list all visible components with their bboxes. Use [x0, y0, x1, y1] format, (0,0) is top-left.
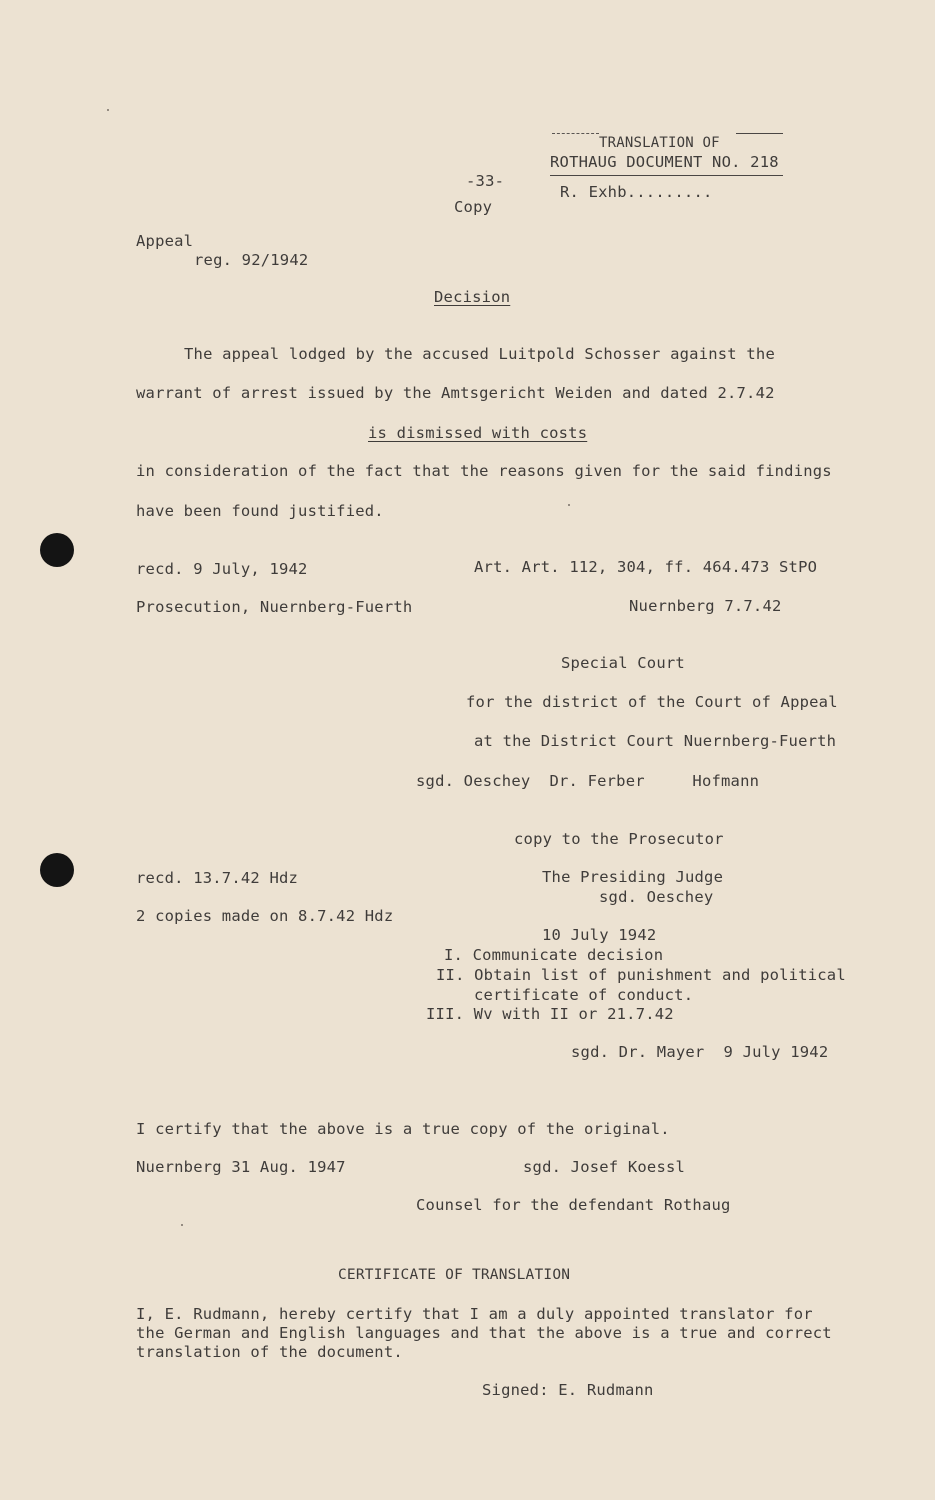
document-number: ROTHAUG DOCUMENT NO. 218: [550, 153, 779, 171]
order-item: I. Communicate decision: [444, 946, 664, 964]
header-top-rule: [552, 133, 599, 134]
place-date: Nuernberg 7.7.42: [629, 597, 782, 615]
decision-line: in consideration of the fact that the reasons given for the said findings: [136, 462, 832, 480]
translation-certificate-line: I, E. Rudmann, hereby certify that I am a duly appointed translator for: [136, 1305, 813, 1323]
copies-made: 2 copies made on 8.7.42 Hdz: [136, 907, 394, 925]
decision-line: The appeal lodged by the accused Luitpold Schosser against the: [184, 345, 775, 363]
punch-hole-bottom: [40, 853, 74, 887]
decision-line: warrant of arrest issued by the Amtsgericht Weiden and dated 2.7.42: [136, 384, 775, 402]
court-location: at the District Court Nuernberg-Fuerth: [474, 732, 837, 750]
decision-heading: Decision: [434, 288, 511, 306]
order-date: 10 July 1942: [542, 926, 657, 944]
certification-signature: sgd. Josef Koessl: [523, 1158, 686, 1176]
translation-certificate-heading: CERTIFICATE OF TRANSLATION: [338, 1267, 571, 1283]
translation-certificate-line: the German and English languages and that the above is a true and correct: [136, 1324, 832, 1342]
mayer-signature: sgd. Dr. Mayer 9 July 1942: [571, 1043, 829, 1061]
prosecution-office: Prosecution, Nuernberg-Fuerth: [136, 598, 413, 616]
translator-signature: Signed: E. Rudmann: [482, 1381, 654, 1399]
copy-label: Copy: [454, 198, 493, 216]
presiding-judge: The Presiding Judge: [542, 868, 724, 886]
exhibit-number: R. Exhb.........: [560, 183, 713, 201]
court-district: for the district of the Court of Appeal: [466, 693, 838, 711]
paper-speck: [107, 109, 109, 111]
decision-line: have been found justified.: [136, 502, 384, 520]
copy-to-prosecutor: copy to the Prosecutor: [514, 830, 724, 848]
header-bottom-rule: [550, 175, 783, 176]
court-signatures: sgd. Oeschey Dr. Ferber Hofmann: [416, 772, 760, 790]
paper-speck: [568, 504, 570, 506]
received-date-2: recd. 13.7.42 Hdz: [136, 869, 299, 887]
page-number: -33-: [466, 172, 505, 190]
order-item: III. Wv with II or 21.7.42: [426, 1005, 674, 1023]
punch-hole-top: [40, 533, 74, 567]
certification-place-date: Nuernberg 31 Aug. 1947: [136, 1158, 346, 1176]
order-item-continued: certificate of conduct.: [474, 986, 694, 1004]
header-top-rule-solid: [736, 133, 783, 134]
legal-articles: Art. Art. 112, 304, ff. 464.473 StPO: [474, 558, 818, 576]
court-name: Special Court: [561, 654, 685, 672]
paper-speck: [181, 1224, 183, 1226]
dismissed-statement: is dismissed with costs: [368, 424, 588, 442]
received-date: recd. 9 July, 1942: [136, 560, 308, 578]
presiding-judge-signature: sgd. Oeschey: [599, 888, 714, 906]
certification-statement: I certify that the above is a true copy of the original.: [136, 1120, 670, 1138]
appeal-label: Appeal: [136, 232, 194, 250]
appeal-reg: reg. 92/1942: [194, 251, 309, 269]
translation-of-label: TRANSLATION OF: [599, 135, 720, 151]
order-item: II. Obtain list of punishment and political: [436, 966, 846, 984]
translation-certificate-line: translation of the document.: [136, 1343, 403, 1361]
certification-role: Counsel for the defendant Rothaug: [416, 1196, 731, 1214]
